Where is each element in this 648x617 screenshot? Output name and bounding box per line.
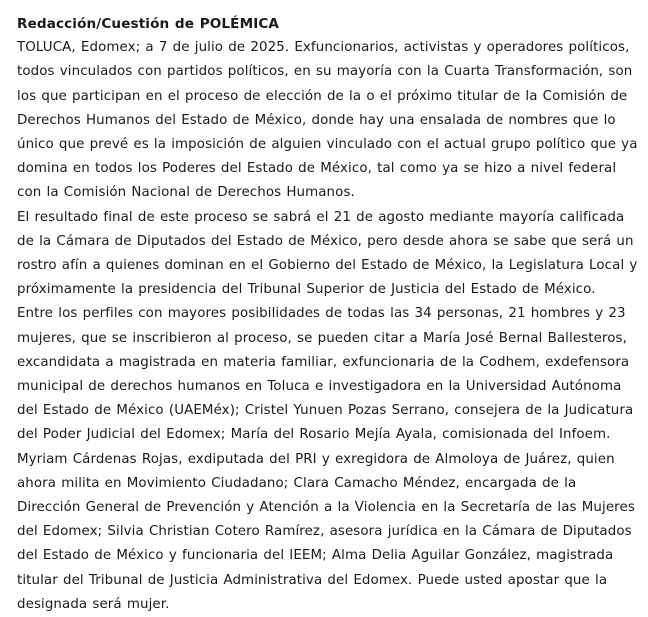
article-paragraph: Entre los perfiles con mayores posibilidades de todas las 34 personas, 21 hombres y 23 mujeres, que se inscribieron al proceso, se pueden citar a María José Bernal Ballesteros, excandidata a magistrada en materia familiar, exfuncionaria de la Codhem, exdefensora municipal de derechos humanos en Toluca e investigadora en la Universidad Autónoma del Estado de México (UAEMéx); Cristel Yunuen Pozas Serrano, consejera de la Judicatura del Poder Judicial del Edomex; María del Rosario Mejía Ayala, comisionada del Infoem. [17, 306, 634, 443]
article-paragraph: Myriam Cárdenas Rojas, exdiputada del PRI y exregidora de Almoloya de Juárez, quien ahora milita en Movimiento Ciudadano; Clara Camacho Méndez, encargada de la Dirección General de Prevención y Atención a la Violencia en la Secretaría de las Mujeres del Edomex; Silvia Christian Cotero Ramírez, asesora jurídica en la Cámara de Diputados del Estado de México y funcionaria del IEEM; Alma Delia Aguilar González, magistrada titular del Tribunal de Justicia Administrativa del Edomex. Puede usted apostar que la designada será mujer. [17, 451, 635, 612]
article-paragraph: El resultado final de este proceso se sabrá el 21 de agosto mediante mayoría calificada de la Cámara de Diputados del Estado de México, pero desde ahora se sabe que será un rostro afín a quienes dominan en el Gobierno del Estado de México, la Legislatura Local y próximamente la presidencia del Tribunal Superior de Justicia del Estado de México. [17, 209, 638, 298]
article-paragraph: TOLUCA, Edomex; a 7 de julio de 2025. Exfuncionarios, activistas y operadores políticos, todos vinculados con partidos políticos, en su mayoría con la Cuarta Transformación, son los que participan en el proceso de elección de la o el próximo titular de la Comisión de Derechos Humanos del Estado de México, donde hay una ensalada de nombres que lo único que prevé es la imposición de alguien vinculado con el actual grupo político que ya domina en todos los Poderes del Estado de México, tal como ya se hizo a nivel federal con la Comisión Nacional de Derechos Humanos. [17, 40, 638, 201]
article-byline: Redacción/Cuestión de POLÉMICA [17, 16, 280, 32]
article-body [17, 12, 641, 617]
